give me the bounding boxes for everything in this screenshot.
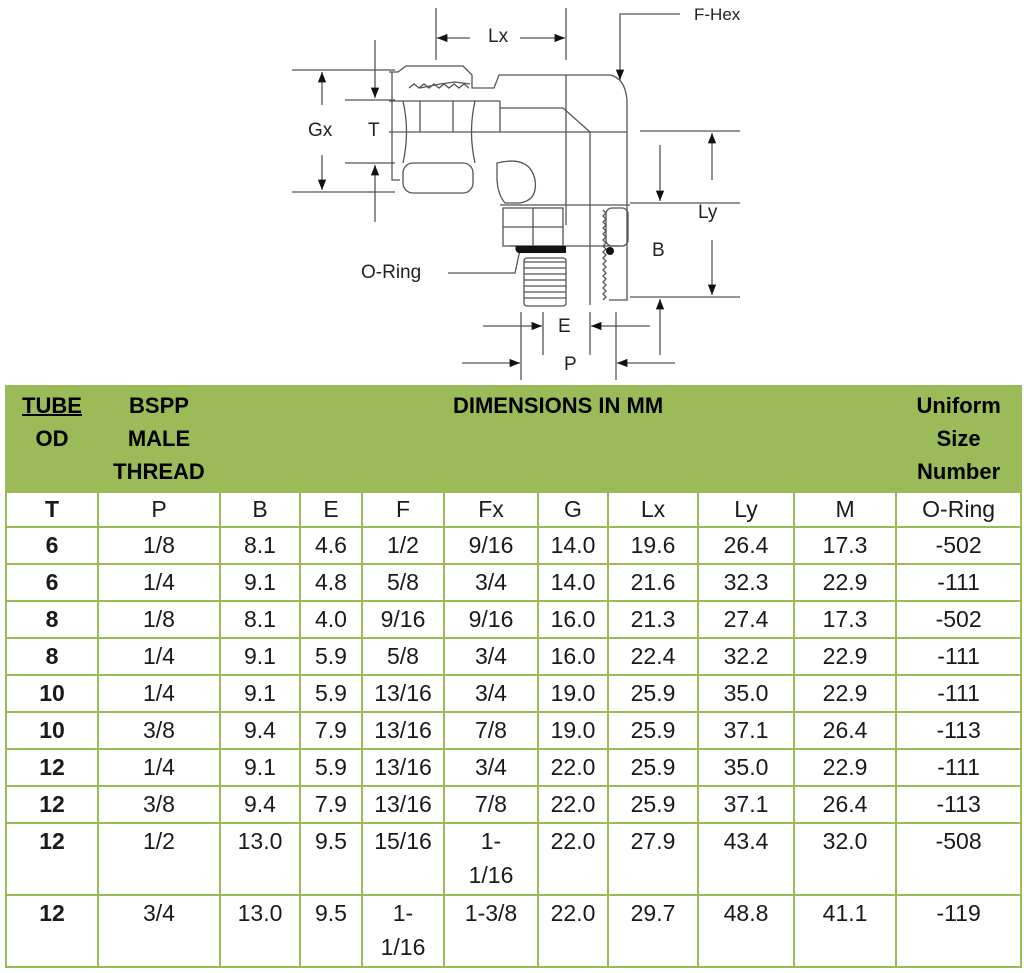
elbow-fitting-diagram	[0, 0, 1024, 385]
header-tube-od: TUBE OD	[6, 386, 98, 492]
header-uniform-size-number: Uniform Size Number	[896, 386, 1021, 492]
column-label-p: P	[98, 492, 220, 527]
column-label-row	[6, 492, 1021, 527]
label-gx: Gx	[308, 120, 333, 141]
table-row: 12 1/4 9.1 5.9 13/16 3/4 22.0 25.9 35.0 22.9 -111	[6, 749, 1021, 786]
table-row: 6 1/8 8.1 4.6 1/2 9/16 14.0 19.6 26.4 17.3 -502	[6, 527, 1021, 564]
label-lx: Lx	[488, 26, 509, 47]
column-label-b: B	[220, 492, 300, 527]
header-dimensions: DIMENSIONS IN MM	[220, 386, 896, 492]
column-label-m: M	[794, 492, 896, 527]
label-p: P	[564, 354, 577, 375]
table-row: 6 1/4 9.1 4.8 5/8 3/4 14.0 21.6 32.3 22.9 -111	[6, 564, 1021, 601]
column-label-o-ring: O-Ring	[896, 492, 1021, 527]
dimensions-table	[5, 385, 1022, 968]
label-o-ring: O-Ring	[361, 262, 422, 283]
label-e: E	[558, 316, 571, 337]
column-label-f: F	[362, 492, 444, 527]
label-ly: Ly	[698, 202, 718, 223]
table-row: 8 1/4 9.1 5.9 5/8 3/4 16.0 22.4 32.2 22.9 -111	[6, 638, 1021, 675]
column-label-g: G	[538, 492, 608, 527]
table-row: 10 3/8 9.4 7.9 13/16 7/8 19.0 25.9 37.1 26.4 -113	[6, 712, 1021, 749]
column-label-lx: Lx	[608, 492, 698, 527]
table-row: 12 3/4 13.0 9.5 1-1/16 1-3/8 22.0 29.7 48.8 41.1 -119	[6, 895, 1021, 967]
table-row: 12 1/2 13.0 9.5 15/16 1-1/16 22.0 27.9 43.4 32.0 -508	[6, 823, 1021, 895]
label-t: T	[368, 120, 380, 141]
label-f-hex: F-Hex	[694, 5, 741, 24]
column-label-e: E	[300, 492, 362, 527]
label-b: B	[652, 240, 665, 261]
header-bspp-male-thread: BSPP MALE THREAD	[98, 386, 220, 492]
column-label-ly: Ly	[698, 492, 794, 527]
fitting-drawing	[0, 0, 1024, 385]
column-label-t: T	[6, 492, 98, 527]
table-row: 8 1/8 8.1 4.0 9/16 9/16 16.0 21.3 27.4 17.3 -502	[6, 601, 1021, 638]
column-label-fx: Fx	[444, 492, 538, 527]
table-header-row	[6, 386, 1021, 492]
table-row: 12 3/8 9.4 7.9 13/16 7/8 22.0 25.9 37.1 26.4 -113	[6, 786, 1021, 823]
table-row: 10 1/4 9.1 5.9 13/16 3/4 19.0 25.9 35.0 22.9 -111	[6, 675, 1021, 712]
